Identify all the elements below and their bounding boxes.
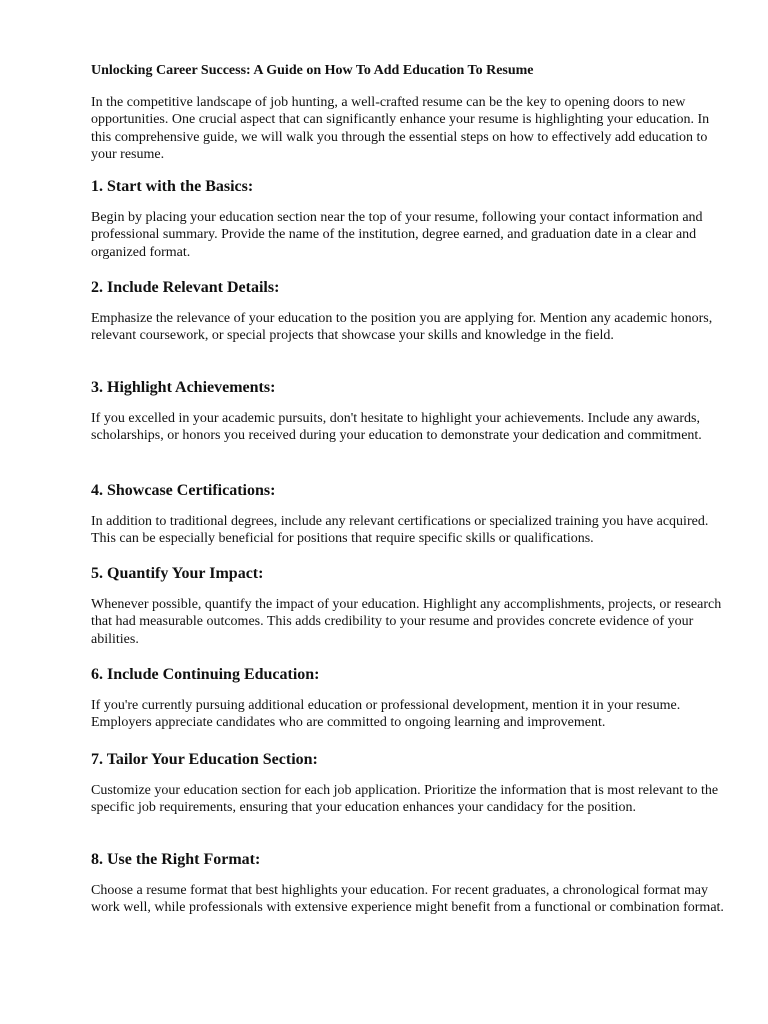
section-tailor-education <box>91 750 731 817</box>
document-title: Unlocking Career Success: A Guide on How To Add Education To Resume <box>91 63 534 78</box>
section-include-relevant-details <box>91 278 731 345</box>
section-continuing-education <box>91 665 731 732</box>
section-body: Whenever possible, quantify the impact of your education. Highlight any accomplishments, projects, or research that had measurable outcomes. This adds credibility to your resume and provides concrete evidence of your abilities. <box>91 597 722 647</box>
section-heading: 5. Quantify Your Impact: <box>91 565 264 582</box>
section-heading: 6. Include Continuing Education: <box>91 666 320 683</box>
section-body: If you're currently pursuing additional education or professional development, mention it in your resume. Employers appreciate candidates who are committed to ongoing learning and improvement. <box>91 698 681 731</box>
section-quantify-impact <box>91 564 731 648</box>
section-start-with-basics <box>91 177 731 261</box>
intro-paragraph: In the competitive landscape of job hunting, a well-crafted resume can be the key to opening doors to new opportunities. One crucial aspect that can significantly enhance your resume is highlighting your education. In this comprehensive guide, we will walk you through the essential steps on how to effectively add education to your resume. <box>91 95 710 163</box>
section-heading: 8. Use the Right Format: <box>91 851 261 868</box>
section-heading: 3. Highlight Achievements: <box>91 379 276 396</box>
section-heading: 4. Showcase Certifications: <box>91 482 276 499</box>
section-heading: 1. Start with the Basics: <box>91 178 254 195</box>
section-body: Begin by placing your education section near the top of your resume, following your contact information and professional summary. Provide the name of the institution, degree earned, and graduation date in a clear and organized format. <box>91 210 703 260</box>
section-right-format <box>91 850 731 917</box>
section-heading: 7. Tailor Your Education Section: <box>91 751 318 768</box>
section-heading: 2. Include Relevant Details: <box>91 279 280 296</box>
section-showcase-certifications <box>91 481 731 548</box>
section-body: Emphasize the relevance of your education to the position you are applying for. Mention any academic honors, relevant coursework, or special projects that showcase your skills and knowledge in the field. <box>91 311 713 344</box>
section-body: If you excelled in your academic pursuits, don't hesitate to highlight your achievements. Include any awards, scholarships, or honors you received during your education to demonstrate your dedication and commitment. <box>91 411 702 444</box>
section-body: Customize your education section for each job application. Prioritize the information that is most relevant to the specific job requirements, ensuring that your education enhances your candidacy for the position. <box>91 783 719 816</box>
section-body: In addition to traditional degrees, include any relevant certifications or specialized training you have acquired. This can be especially beneficial for positions that require specific skills or qualifications. <box>91 514 709 547</box>
section-body: Choose a resume format that best highlights your education. For recent graduates, a chronological format may work well, while professionals with extensive experience might benefit from a functional or combination format. <box>91 883 724 916</box>
section-highlight-achievements <box>91 378 731 445</box>
